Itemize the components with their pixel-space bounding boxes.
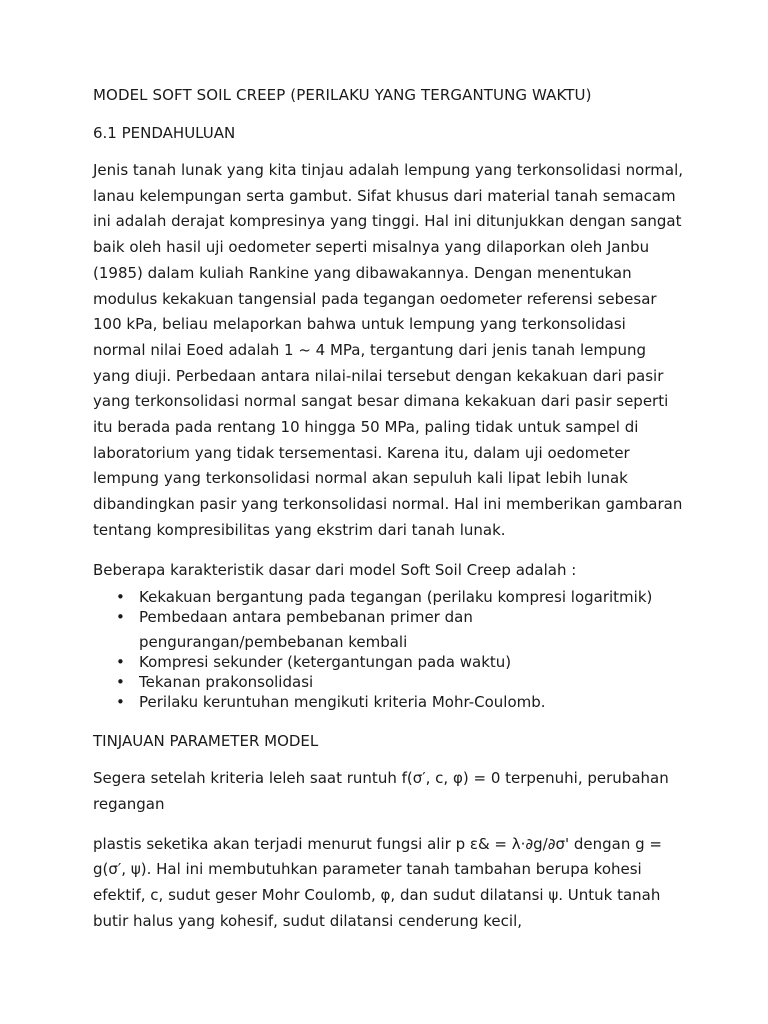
list-item [93, 692, 683, 712]
document-page [93, 84, 683, 934]
list-item [93, 672, 683, 692]
params-paragraph-2: plastis seketika akan terjadi menurut fungsi alir p ε& = λ·∂g/∂σ' dengan g = g(σ′, ψ). Hal ini membutuhkan parameter tanah tambahan berupa kohesi efektif, c, sudut geser Mohr Coulomb, φ, dan sudut dilatansi ψ. Untuk tanah butir halus yang kohesif, sudut dilatansi cenderung kecil, [93, 834, 662, 930]
characteristics-list [93, 587, 683, 712]
list-item [93, 607, 683, 652]
bullet-icon: • [116, 653, 125, 672]
section-heading-intro: 6.1 PENDAHULUAN [93, 124, 236, 142]
list-item [93, 652, 683, 672]
params-paragraph-1: Segera setelah kriteria leleh saat runtuh f(σ′, c, φ) = 0 terpenuhi, perubahan regangan [93, 769, 669, 813]
list-item-text: Kekakuan bergantung pada tegangan (perilaku kompresi logaritmik) [139, 588, 653, 607]
list-intro: Beberapa karakteristik dasar dari model Soft Soil Creep adalah : [93, 560, 577, 579]
list-item [93, 587, 683, 607]
list-item-text: Tekanan prakonsolidasi [139, 673, 314, 692]
intro-paragraph: Jenis tanah lunak yang kita tinjau adalah lempung yang terkonsolidasi normal, lanau kelempungan serta gambut. Sifat khusus dari material tanah semacam ini adalah derajat kompresinya yang tinggi. Hal ini ditunjukkan dengan sangat baik oleh hasil uji oedometer seperti misalnya yang dilaporkan oleh Janbu (1985) dalam kuliah Rankine yang dibawakannya. Dengan menentukan modulus kekakuan tangensial pada tegangan oedometer referensi sebesar 100 kPa, beliau melaporkan bahwa untuk lempung yang terkonsolidasi normal nilai Eoed adalah 1 ~ 4 MPa, tergantung dari jenis tanah lempung yang diuji. Perbedaan antara nilai-nilai tersebut dengan kekakuan dari pasir yang terkonsolidasi normal sangat besar dimana kekakuan dari pasir seperti itu berada pada rentang 10 hingga 50 MPa, paling tidak untuk sampel di laboratorium yang tidak tersementasi. Karena itu, dalam uji oedometer lempung yang terkonsolidasi normal akan sepuluh kali lipat lebih lunak dibandingkan pasir yang terkonsolidasi normal. Hal ini memberikan gambaran tentang kompresibilitas yang ekstrim dari tanah lunak. [93, 161, 684, 539]
list-item-text: Perilaku keruntuhan mengikuti kriteria Mohr-Coulomb. [139, 693, 546, 712]
bullet-icon: • [116, 588, 125, 607]
list-item-text: Pembedaan antara pembebanan primer dan [139, 608, 473, 627]
section-heading-params: TINJAUAN PARAMETER MODEL [93, 732, 319, 751]
bullet-icon: • [116, 673, 125, 692]
list-item-text-continued: pengurangan/pembebanan kembali [139, 633, 408, 652]
document-title: MODEL SOFT SOIL CREEP (PERILAKU YANG TERGANTUNG WAKTU) [93, 86, 592, 104]
list-item-text: Kompresi sekunder (ketergantungan pada waktu) [139, 653, 512, 672]
bullet-icon: • [116, 608, 125, 627]
bullet-icon: • [116, 693, 125, 712]
